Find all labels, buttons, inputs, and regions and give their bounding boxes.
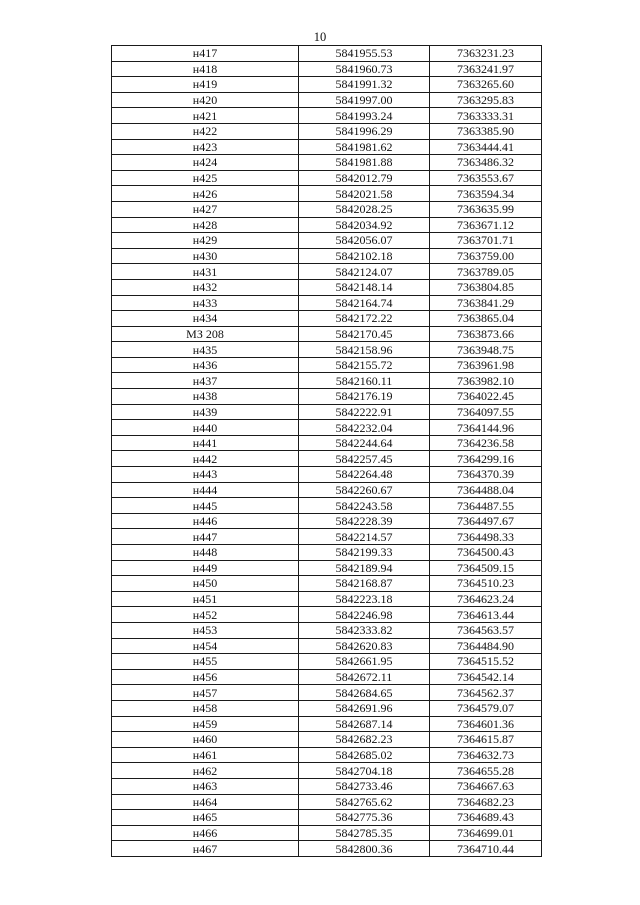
- x-coordinate-cell: 5842685.02: [299, 747, 430, 763]
- x-coordinate-cell: 5842160.11: [299, 373, 430, 389]
- table-row: [112, 841, 542, 857]
- x-coordinate-cell: 5842691.96: [299, 700, 430, 716]
- x-coordinate-cell: 5842687.14: [299, 716, 430, 732]
- x-coordinate-cell: 5842124.07: [299, 264, 430, 280]
- point-name-cell: н461: [112, 747, 299, 763]
- table-row: [112, 389, 542, 405]
- x-coordinate-cell: 5842682.23: [299, 732, 430, 748]
- point-name-cell: н424: [112, 155, 299, 171]
- y-coordinate-cell: 7364563.57: [430, 622, 542, 638]
- x-coordinate-cell: 5842704.18: [299, 763, 430, 779]
- table-row: [112, 529, 542, 545]
- table-row: [112, 420, 542, 436]
- point-name-cell: н450: [112, 576, 299, 592]
- x-coordinate-cell: 5842164.74: [299, 295, 430, 311]
- table-row: [112, 326, 542, 342]
- point-name-cell: н419: [112, 77, 299, 93]
- x-coordinate-cell: 5842257.45: [299, 451, 430, 467]
- table-row: [112, 716, 542, 732]
- y-coordinate-cell: 7364509.15: [430, 560, 542, 576]
- x-coordinate-cell: 5842223.18: [299, 591, 430, 607]
- x-coordinate-cell: 5842172.22: [299, 311, 430, 327]
- point-name-cell: н439: [112, 404, 299, 420]
- point-name-cell: н465: [112, 810, 299, 826]
- point-name-cell: н446: [112, 513, 299, 529]
- x-coordinate-cell: 5842733.46: [299, 778, 430, 794]
- y-coordinate-cell: 7364579.07: [430, 700, 542, 716]
- x-coordinate-cell: 5842264.48: [299, 467, 430, 483]
- table-row: [112, 217, 542, 233]
- point-name-cell: н456: [112, 669, 299, 685]
- point-name-cell: н466: [112, 825, 299, 841]
- point-name-cell: н441: [112, 435, 299, 451]
- y-coordinate-cell: 7364542.14: [430, 669, 542, 685]
- point-name-cell: н437: [112, 373, 299, 389]
- x-coordinate-cell: 5841997.00: [299, 92, 430, 108]
- table-row: [112, 92, 542, 108]
- x-coordinate-cell: 5842028.25: [299, 201, 430, 217]
- y-coordinate-cell: 7363873.66: [430, 326, 542, 342]
- y-coordinate-cell: 7363231.23: [430, 46, 542, 62]
- y-coordinate-cell: 7364515.52: [430, 654, 542, 670]
- y-coordinate-cell: 7364689.43: [430, 810, 542, 826]
- coordinates-table: [111, 45, 542, 857]
- y-coordinate-cell: 7363759.00: [430, 248, 542, 264]
- table-row: [112, 794, 542, 810]
- y-coordinate-cell: 7364655.28: [430, 763, 542, 779]
- point-name-cell: н432: [112, 279, 299, 295]
- x-coordinate-cell: 5842214.57: [299, 529, 430, 545]
- x-coordinate-cell: 5842199.33: [299, 545, 430, 561]
- table-row: [112, 155, 542, 171]
- y-coordinate-cell: 7363635.99: [430, 201, 542, 217]
- y-coordinate-cell: 7363444.41: [430, 139, 542, 155]
- x-coordinate-cell: 5842785.35: [299, 825, 430, 841]
- x-coordinate-cell: 5841955.53: [299, 46, 430, 62]
- point-name-cell: н444: [112, 482, 299, 498]
- point-name-cell: н431: [112, 264, 299, 280]
- table-row: [112, 342, 542, 358]
- table-row: [112, 201, 542, 217]
- x-coordinate-cell: 5842155.72: [299, 357, 430, 373]
- table-row: [112, 763, 542, 779]
- point-name-cell: н443: [112, 467, 299, 483]
- point-name-cell: н462: [112, 763, 299, 779]
- table-row: [112, 825, 542, 841]
- x-coordinate-cell: 5842661.95: [299, 654, 430, 670]
- table-row: [112, 139, 542, 155]
- table-row: [112, 638, 542, 654]
- table-row: [112, 435, 542, 451]
- x-coordinate-cell: 5841981.88: [299, 155, 430, 171]
- point-name-cell: н455: [112, 654, 299, 670]
- y-coordinate-cell: 7364500.43: [430, 545, 542, 561]
- x-coordinate-cell: 5841993.24: [299, 108, 430, 124]
- y-coordinate-cell: 7364710.44: [430, 841, 542, 857]
- y-coordinate-cell: 7364623.24: [430, 591, 542, 607]
- point-name-cell: н428: [112, 217, 299, 233]
- point-name-cell: н427: [112, 201, 299, 217]
- y-coordinate-cell: 7364601.36: [430, 716, 542, 732]
- table-row: [112, 46, 542, 62]
- x-coordinate-cell: 5842244.64: [299, 435, 430, 451]
- table-row: [112, 357, 542, 373]
- y-coordinate-cell: 7364510.23: [430, 576, 542, 592]
- y-coordinate-cell: 7363594.34: [430, 186, 542, 202]
- table-row: [112, 404, 542, 420]
- table-row: [112, 607, 542, 623]
- point-name-cell: МЗ 208: [112, 326, 299, 342]
- x-coordinate-cell: 5842148.14: [299, 279, 430, 295]
- point-name-cell: н464: [112, 794, 299, 810]
- x-coordinate-cell: 5842168.87: [299, 576, 430, 592]
- point-name-cell: н430: [112, 248, 299, 264]
- x-coordinate-cell: 5842056.07: [299, 233, 430, 249]
- table-row: [112, 108, 542, 124]
- point-name-cell: н435: [112, 342, 299, 358]
- point-name-cell: н438: [112, 389, 299, 405]
- x-coordinate-cell: 5842260.67: [299, 482, 430, 498]
- x-coordinate-cell: 5842684.65: [299, 685, 430, 701]
- y-coordinate-cell: 7364097.55: [430, 404, 542, 420]
- x-coordinate-cell: 5842228.39: [299, 513, 430, 529]
- y-coordinate-cell: 7363789.05: [430, 264, 542, 280]
- point-name-cell: н457: [112, 685, 299, 701]
- y-coordinate-cell: 7363961.98: [430, 357, 542, 373]
- table-row: [112, 732, 542, 748]
- x-coordinate-cell: 5842034.92: [299, 217, 430, 233]
- x-coordinate-cell: 5841960.73: [299, 61, 430, 77]
- table-row: [112, 264, 542, 280]
- point-name-cell: н420: [112, 92, 299, 108]
- point-name-cell: н421: [112, 108, 299, 124]
- table-row: [112, 685, 542, 701]
- point-name-cell: н425: [112, 170, 299, 186]
- table-row: [112, 747, 542, 763]
- x-coordinate-cell: 5842243.58: [299, 498, 430, 514]
- y-coordinate-cell: 7364667.63: [430, 778, 542, 794]
- table-row: [112, 467, 542, 483]
- point-name-cell: н426: [112, 186, 299, 202]
- table-row: [112, 498, 542, 514]
- table-row: [112, 810, 542, 826]
- point-name-cell: н429: [112, 233, 299, 249]
- point-name-cell: н459: [112, 716, 299, 732]
- x-coordinate-cell: 5842765.62: [299, 794, 430, 810]
- table-row: [112, 545, 542, 561]
- y-coordinate-cell: 7363333.31: [430, 108, 542, 124]
- y-coordinate-cell: 7364498.33: [430, 529, 542, 545]
- x-coordinate-cell: 5842012.79: [299, 170, 430, 186]
- point-name-cell: н451: [112, 591, 299, 607]
- table-row: [112, 233, 542, 249]
- y-coordinate-cell: 7363241.97: [430, 61, 542, 77]
- x-coordinate-cell: 5842222.91: [299, 404, 430, 420]
- x-coordinate-cell: 5842021.58: [299, 186, 430, 202]
- x-coordinate-cell: 5842672.11: [299, 669, 430, 685]
- x-coordinate-cell: 5842775.36: [299, 810, 430, 826]
- x-coordinate-cell: 5842176.19: [299, 389, 430, 405]
- point-name-cell: н433: [112, 295, 299, 311]
- point-name-cell: н447: [112, 529, 299, 545]
- y-coordinate-cell: 7364497.67: [430, 513, 542, 529]
- y-coordinate-cell: 7363841.29: [430, 295, 542, 311]
- x-coordinate-cell: 5842102.18: [299, 248, 430, 264]
- table-row: [112, 591, 542, 607]
- table-row: [112, 560, 542, 576]
- point-name-cell: н445: [112, 498, 299, 514]
- table-row: [112, 482, 542, 498]
- y-coordinate-cell: 7364562.37: [430, 685, 542, 701]
- y-coordinate-cell: 7363671.12: [430, 217, 542, 233]
- y-coordinate-cell: 7364488.04: [430, 482, 542, 498]
- y-coordinate-cell: 7363982.10: [430, 373, 542, 389]
- table-row: [112, 778, 542, 794]
- point-name-cell: н442: [112, 451, 299, 467]
- table-row: [112, 295, 542, 311]
- y-coordinate-cell: 7363295.83: [430, 92, 542, 108]
- point-name-cell: н463: [112, 778, 299, 794]
- y-coordinate-cell: 7364699.01: [430, 825, 542, 841]
- y-coordinate-cell: 7363265.60: [430, 77, 542, 93]
- y-coordinate-cell: 7363865.04: [430, 311, 542, 327]
- table-row: [112, 513, 542, 529]
- table-row: [112, 77, 542, 93]
- x-coordinate-cell: 5842158.96: [299, 342, 430, 358]
- table-row: [112, 61, 542, 77]
- x-coordinate-cell: 5841996.29: [299, 123, 430, 139]
- x-coordinate-cell: 5842232.04: [299, 420, 430, 436]
- y-coordinate-cell: 7363385.90: [430, 123, 542, 139]
- y-coordinate-cell: 7364484.90: [430, 638, 542, 654]
- coordinates-table-body: [112, 46, 542, 857]
- y-coordinate-cell: 7364370.39: [430, 467, 542, 483]
- x-coordinate-cell: 5842800.36: [299, 841, 430, 857]
- x-coordinate-cell: 5842246.98: [299, 607, 430, 623]
- point-name-cell: н453: [112, 622, 299, 638]
- y-coordinate-cell: 7363553.67: [430, 170, 542, 186]
- y-coordinate-cell: 7364632.73: [430, 747, 542, 763]
- table-row: [112, 622, 542, 638]
- point-name-cell: н440: [112, 420, 299, 436]
- point-name-cell: н452: [112, 607, 299, 623]
- point-name-cell: н418: [112, 61, 299, 77]
- table-row: [112, 654, 542, 670]
- point-name-cell: н458: [112, 700, 299, 716]
- x-coordinate-cell: 5841981.62: [299, 139, 430, 155]
- y-coordinate-cell: 7364682.23: [430, 794, 542, 810]
- x-coordinate-cell: 5842620.83: [299, 638, 430, 654]
- table-row: [112, 576, 542, 592]
- point-name-cell: н417: [112, 46, 299, 62]
- table-row: [112, 279, 542, 295]
- y-coordinate-cell: 7363701.71: [430, 233, 542, 249]
- y-coordinate-cell: 7363948.75: [430, 342, 542, 358]
- x-coordinate-cell: 5841991.32: [299, 77, 430, 93]
- point-name-cell: н422: [112, 123, 299, 139]
- point-name-cell: н460: [112, 732, 299, 748]
- x-coordinate-cell: 5842333.82: [299, 622, 430, 638]
- x-coordinate-cell: 5842170.45: [299, 326, 430, 342]
- table-row: [112, 123, 542, 139]
- y-coordinate-cell: 7363804.85: [430, 279, 542, 295]
- point-name-cell: н454: [112, 638, 299, 654]
- y-coordinate-cell: 7363486.32: [430, 155, 542, 171]
- table-row: [112, 700, 542, 716]
- y-coordinate-cell: 7364022.45: [430, 389, 542, 405]
- table-row: [112, 248, 542, 264]
- point-name-cell: н467: [112, 841, 299, 857]
- y-coordinate-cell: 7364299.16: [430, 451, 542, 467]
- point-name-cell: н436: [112, 357, 299, 373]
- y-coordinate-cell: 7364236.58: [430, 435, 542, 451]
- y-coordinate-cell: 7364615.87: [430, 732, 542, 748]
- point-name-cell: н448: [112, 545, 299, 561]
- point-name-cell: н434: [112, 311, 299, 327]
- y-coordinate-cell: 7364613.44: [430, 607, 542, 623]
- point-name-cell: н449: [112, 560, 299, 576]
- table-row: [112, 186, 542, 202]
- x-coordinate-cell: 5842189.94: [299, 560, 430, 576]
- table-row: [112, 311, 542, 327]
- table-row: [112, 373, 542, 389]
- y-coordinate-cell: 7364144.96: [430, 420, 542, 436]
- page-number: 10: [313, 30, 327, 44]
- y-coordinate-cell: 7364487.55: [430, 498, 542, 514]
- point-name-cell: н423: [112, 139, 299, 155]
- table-row: [112, 170, 542, 186]
- table-row: [112, 451, 542, 467]
- table-row: [112, 669, 542, 685]
